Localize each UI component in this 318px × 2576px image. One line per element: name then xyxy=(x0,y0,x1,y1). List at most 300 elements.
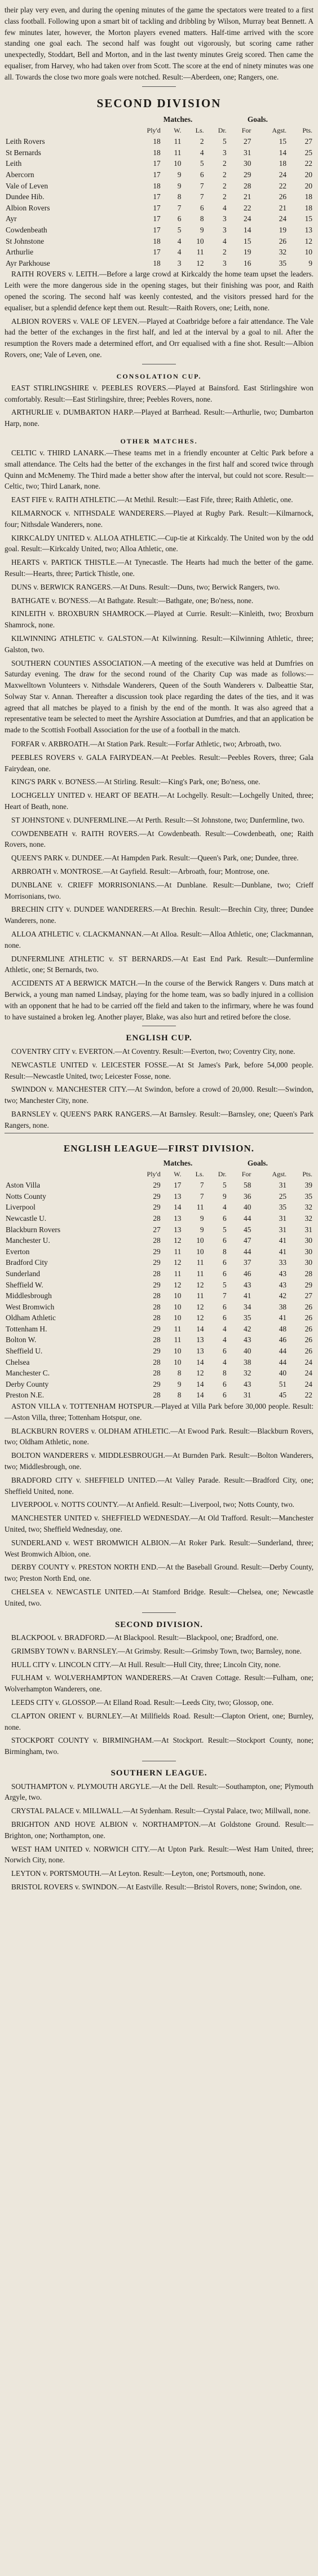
table-cell: 13 xyxy=(174,1192,182,1201)
table-cell: 7 xyxy=(200,1181,204,1190)
match-report: BATHGATE v. BO'NESS.—At Bathgate. Result:—Bathgate, one; Bo'ness, none. xyxy=(11,596,254,605)
table-cell: 44 xyxy=(279,1357,287,1366)
table-cell: 28 xyxy=(244,181,251,190)
table-cell: 28 xyxy=(153,1335,161,1344)
table-subheads xyxy=(5,1169,313,1180)
table-cell: 6 xyxy=(200,170,204,179)
match-report: EAST STIRLINGSHIRE v. PEEBLES ROVERS.—Played at Bainsford. East Stirlingshire won comfortably. Result:—East Stirlingshire, three; Peebles Rovers, none. xyxy=(5,383,313,403)
match-report: CELTIC v. THIRD LANARK.—These teams met in a friendly encounter at Celtic Park before a small attendance. The Celts had the better of the exchanges in the first half and scored twice through Quinn and McMenemy. The Third made a better show after the interval, but could not score. Result:—Celtic, two; Third Lanark, none. xyxy=(5,448,313,491)
table-cell: 18 xyxy=(153,148,161,157)
table-cell: 11 xyxy=(196,1291,204,1300)
table-row xyxy=(5,1368,313,1379)
table-cell: 11 xyxy=(196,1269,204,1278)
table-row xyxy=(5,147,313,159)
table-cell: 11 xyxy=(196,1258,204,1267)
table-cell: 46 xyxy=(279,1335,287,1344)
table-cell: 41 xyxy=(279,1313,287,1322)
table-cell: 31 xyxy=(279,1225,287,1234)
table-cell: 35 xyxy=(244,1313,251,1322)
table-cell: 38 xyxy=(244,1357,251,1366)
table-cell: 58 xyxy=(244,1181,251,1190)
table-cell: 32 xyxy=(304,1214,312,1223)
team-name: Everton xyxy=(6,1247,30,1256)
table-cell: 3 xyxy=(223,214,227,223)
table-cell: 9 xyxy=(200,226,204,235)
match-report: COWDENBEATH v. RAITH ROVERS.—At Cowdenbeath. Result:—Cowdenbeath, one; Raith Rovers, none. xyxy=(5,829,313,849)
match-report: NEWCASTLE UNITED v. LEICESTER FOSSE.—At St James's Park, before 54,000 people. Result:—Newcastle United, two; Leicester Fosse, none. xyxy=(5,1060,313,1080)
matches-head: Matches. xyxy=(163,115,193,124)
table-row xyxy=(5,158,313,169)
table-cell: 9 xyxy=(177,181,182,190)
table-cell: 14 xyxy=(174,1203,182,1212)
table-cell: 19 xyxy=(244,248,251,257)
table-cell: 29 xyxy=(153,1181,161,1190)
team-name: Blackburn Rovers xyxy=(6,1225,61,1234)
table-cell: 30 xyxy=(244,159,251,168)
table-cell: 44 xyxy=(244,1247,251,1256)
match-report: LEEDS CITY v. GLOSSOP.—At Elland Road. Result:—Leeds City, two; Glossop, one. xyxy=(11,1698,274,1707)
table-cell: 18 xyxy=(153,258,161,267)
team-name: Sunderland xyxy=(6,1269,40,1278)
second-division-heading: SECOND DIVISION xyxy=(96,96,222,110)
table-cell: 2 xyxy=(200,137,204,146)
match-report: LIVERPOOL v. NOTTS COUNTY.—At Anfield. Result:—Liverpool, two; Notts County, two. xyxy=(11,1500,294,1509)
table-cell: 37 xyxy=(244,1258,251,1267)
table-row xyxy=(5,1346,313,1357)
table-cell: 2 xyxy=(223,170,227,179)
table-cell: 17 xyxy=(153,192,161,201)
matches-head: Matches. xyxy=(163,1158,193,1167)
table-cell: 9 xyxy=(308,258,312,267)
table-column-heads xyxy=(5,1158,313,1169)
match-report: KILMARNOCK v. NITHSDALE WANDERERS.—Played at Rugby Park. Result:—Kilmarnock, four; Nithsdale Wanderers, none. xyxy=(5,508,313,529)
match-report: BRECHIN CITY v. DUNDEE WANDERERS.—At Brechin. Result:—Brechin City, three; Dundee Wanderers, none. xyxy=(5,905,313,925)
table-cell: 3 xyxy=(223,226,227,235)
table-cell: 14 xyxy=(196,1324,204,1333)
team-name: Liverpool xyxy=(6,1203,36,1212)
table-cell: 25 xyxy=(279,1192,287,1201)
newspaper-column xyxy=(5,5,313,2567)
table-cell: 28 xyxy=(153,1214,161,1223)
table-row xyxy=(5,1180,313,1191)
table-cell: 43 xyxy=(279,1269,287,1278)
table-cell: 6 xyxy=(223,1214,227,1223)
table-cell: 11 xyxy=(174,137,182,146)
match-report: PEEBLES ROVERS v. GALA FAIRYDEAN.—At Peebles. Result:—Peebles Rovers, three; Gala Fairydean, one. xyxy=(5,753,313,773)
table-row xyxy=(5,1257,313,1268)
table-row xyxy=(5,213,313,225)
team-name: Albion Rovers xyxy=(6,203,50,212)
team-name: Vale of Leven xyxy=(6,181,48,190)
table-cell: 43 xyxy=(244,1280,251,1289)
table-cell: 13 xyxy=(174,1225,182,1234)
table-cell: 17 xyxy=(153,159,161,168)
team-name: Ayr xyxy=(6,214,17,223)
table-cell: 4 xyxy=(200,148,204,157)
match-report: QUEEN'S PARK v. DUNDEE.—At Hampden Park. Result:—Queen's Park, one; Dundee, three. xyxy=(11,854,299,863)
table-cell: 14 xyxy=(244,226,251,235)
match-report: MANCHESTER UNITED v. SHEFFIELD WEDNESDAY.—At Old Trafford. Result:—Manchester United, two; Sheffield Wednesday, one. xyxy=(5,1514,313,1534)
team-name: Derby County xyxy=(6,1379,49,1388)
table-row xyxy=(5,1357,313,1368)
table-cell: 7 xyxy=(177,203,182,212)
table-cell: 15 xyxy=(244,236,251,245)
table-cell: 2 xyxy=(223,181,227,190)
table-cell: 11 xyxy=(196,248,204,257)
first-division-results xyxy=(5,1401,313,1609)
table-cell: 28 xyxy=(153,1236,161,1245)
match-report: BLACKBURN ROVERS v. OLDHAM ATHLETIC.—At Ewood Park. Result:—Blackburn Rovers, two; Oldham Athletic, none. xyxy=(5,1426,313,1447)
table-cell: 43 xyxy=(244,1379,251,1388)
match-report: KING'S PARK v. BO'NESS.—At Stirling. Result:—King's Park, one; Bo'ness, one. xyxy=(11,777,260,786)
match-report: DUNS v. BERWICK RANGERS.—At Duns. Result:—Duns, two; Berwick Rangers, two. xyxy=(11,582,280,591)
match-report: ASTON VILLA v. TOTTENHAM HOTSPUR.—Played at Villa Park before 30,000 people. Result:—Aston Villa, three; Tottenham Hotspur, one. xyxy=(5,1402,313,1422)
table-cell: 32 xyxy=(244,1369,251,1378)
team-name: Dundee Hib. xyxy=(6,192,45,201)
table-cell: 12 xyxy=(304,236,312,245)
table-cell: 14 xyxy=(196,1379,204,1388)
table-cell: 13 xyxy=(196,1347,204,1356)
table-cell: 12 xyxy=(196,258,204,267)
team-name: Preston N.E. xyxy=(6,1391,45,1400)
table-cell: 4 xyxy=(223,1335,227,1344)
team-name: Manchester C. xyxy=(6,1369,50,1378)
table-cell: 26 xyxy=(304,1324,312,1333)
table-cell: 16 xyxy=(244,258,251,267)
table-cell: 11 xyxy=(174,1247,182,1256)
table-row xyxy=(5,247,313,258)
table-row xyxy=(5,1324,313,1335)
table-cell: 18 xyxy=(279,159,287,168)
team-name: Leith Rovers xyxy=(6,137,45,146)
table-cell: 5 xyxy=(223,1225,227,1234)
column-subhead: Ls. xyxy=(195,126,204,134)
table-row xyxy=(5,225,313,236)
after-second-division xyxy=(5,269,313,360)
table-cell: 20 xyxy=(304,170,312,179)
match-report: LEYTON v. PORTSMOUTH.—At Leyton. Result:—Leyton, one; Portsmouth, none. xyxy=(11,1869,266,1878)
table-cell: 26 xyxy=(304,1347,312,1356)
table-cell: 7 xyxy=(223,1291,227,1300)
team-name: St Johnstone xyxy=(6,236,45,245)
table-row xyxy=(5,1379,313,1390)
team-name: Manchester U. xyxy=(6,1236,50,1245)
table-cell: 12 xyxy=(174,1236,182,1245)
table-cell: 22 xyxy=(279,181,287,190)
match-report: HULL CITY v. LINCOLN CITY.—At Hull. Result:—Hull City, three; Lincoln City, none. xyxy=(11,1660,281,1669)
table-cell: 45 xyxy=(244,1225,251,1234)
table-cell: 18 xyxy=(304,203,312,212)
table-cell: 17 xyxy=(153,170,161,179)
table-row xyxy=(5,1312,313,1324)
table-cell: 31 xyxy=(304,1225,312,1234)
table-cell: 9 xyxy=(200,1225,204,1234)
table-cell: 31 xyxy=(279,1214,287,1223)
table-cell: 24 xyxy=(244,214,251,223)
table-cell: 5 xyxy=(223,1280,227,1289)
table-cell: 31 xyxy=(279,1181,287,1190)
table-cell: 28 xyxy=(153,1291,161,1300)
table-cell: 29 xyxy=(244,170,251,179)
column-subhead: Pts. xyxy=(302,126,312,134)
table-cell: 28 xyxy=(153,1269,161,1278)
table-cell: 10 xyxy=(174,1313,182,1322)
table-cell: 12 xyxy=(196,1313,204,1322)
table-cell: 17 xyxy=(153,214,161,223)
team-name: Cowdenbeath xyxy=(6,226,47,235)
other-matches-heading: OTHER MATCHES. xyxy=(120,437,198,445)
table-subheads xyxy=(5,125,313,137)
table-cell: 12 xyxy=(196,1280,204,1289)
table-cell: 6 xyxy=(223,1236,227,1245)
table-cell: 36 xyxy=(244,1192,251,1201)
first-division-table xyxy=(5,1158,313,1401)
match-report: SUNDERLAND v. WEST BROMWICH ALBION.—At Roker Park. Result:—Sunderland, three; West Bromwich Albion, one. xyxy=(5,1538,313,1558)
divider xyxy=(142,1612,176,1613)
other-matches-results xyxy=(5,447,313,656)
table-cell: 41 xyxy=(279,1247,287,1256)
team-name: Oldham Athletic xyxy=(6,1313,56,1322)
team-name: Abercorn xyxy=(6,170,34,179)
team-name: Ayr Parkhouse xyxy=(6,258,50,267)
table-cell: 28 xyxy=(153,1313,161,1322)
table-row xyxy=(5,1235,313,1246)
table-cell: 26 xyxy=(279,192,287,201)
table-cell: 30 xyxy=(304,1258,312,1267)
table-cell: 29 xyxy=(153,1247,161,1256)
table-cell: 9 xyxy=(177,1379,182,1388)
goals-head: Goals. xyxy=(247,1158,268,1167)
table-cell: 29 xyxy=(153,1280,161,1289)
column-subhead: Pts. xyxy=(302,1170,312,1178)
table-cell: 44 xyxy=(244,1214,251,1223)
team-name: Middlesbrough xyxy=(6,1291,52,1300)
match-report: KINLEITH v. BROXBURN SHAMROCK.—Played at Currie. Result:—Kinleith, two; Broxburn Shamrock, none. xyxy=(5,609,313,630)
table-cell: 18 xyxy=(304,192,312,201)
table-cell: 40 xyxy=(244,1203,251,1212)
table-cell: 10 xyxy=(196,1247,204,1256)
table-cell: 35 xyxy=(279,1203,287,1212)
table-cell: 11 xyxy=(174,1269,182,1278)
table-cell: 11 xyxy=(174,1324,182,1333)
match-report: BOLTON WANDERERS v. MIDDLESBROUGH.—At Burnden Park. Result:—Bolton Wanderers, two; Middlesbrough, one. xyxy=(5,1451,313,1471)
table-cell: 11 xyxy=(196,1203,204,1212)
table-cell: 3 xyxy=(177,258,182,267)
match-report: SWINDON v. MANCHESTER CITY.—At Swindon, before a crowd of 20,000. Result:—Swindon, two; Manchester City, none. xyxy=(5,1085,313,1105)
table-cell: 12 xyxy=(196,1302,204,1311)
table-cell: 22 xyxy=(244,203,251,212)
table-cell: 15 xyxy=(304,214,312,223)
table-cell: 24 xyxy=(304,1369,312,1378)
table-cell: 18 xyxy=(153,137,161,146)
table-cell: 4 xyxy=(177,248,182,257)
table-cell: 18 xyxy=(153,181,161,190)
table-cell: 40 xyxy=(279,1369,287,1378)
team-name: West Bromwich xyxy=(6,1302,55,1311)
table-cell: 29 xyxy=(153,1324,161,1333)
table-cell: 28 xyxy=(304,1269,312,1278)
table-cell: 29 xyxy=(153,1192,161,1201)
table-cell: 40 xyxy=(244,1347,251,1356)
column-subhead: Ply'd xyxy=(147,126,161,134)
table-cell: 29 xyxy=(153,1258,161,1267)
table-row xyxy=(5,181,313,192)
table-cell: 47 xyxy=(244,1236,251,1245)
match-report: RAITH ROVERS v. LEITH.—Before a large crowd at Kirkcaldy the home team upset the leaders. Leith were the more dangerous side in the opening stages, but their finishing was poor, and Raith opened the scoring. The second half was keenly contested, and the visitors pressed hard for the equaliser, but a splendid defence kept them out. Result:—Raith Rovers, one; Leith, none. xyxy=(5,270,313,312)
table-cell: 12 xyxy=(174,1258,182,1267)
match-report: ALLOA ATHLETIC v. CLACKMANNAN.—At Alloa. Result:—Alloa Athletic, one; Clackmannan, none. xyxy=(5,930,313,949)
table-cell: 29 xyxy=(153,1203,161,1212)
table-cell: 8 xyxy=(200,214,204,223)
table-cell: 10 xyxy=(196,236,204,245)
table-cell: 7 xyxy=(200,1192,204,1201)
table-cell: 35 xyxy=(304,1192,312,1201)
table-cell: 17 xyxy=(174,1181,182,1190)
table-cell: 4 xyxy=(177,236,182,245)
table-cell: 35 xyxy=(279,258,287,267)
table-cell: 5 xyxy=(177,226,182,235)
table-cell: 8 xyxy=(223,1247,227,1256)
match-report: DUNBLANE v. CRIEFF MORRISONIANS.—At Dunblane. Result:—Dunblane, two; Crieff Morrisonians, two. xyxy=(5,880,313,900)
table-row xyxy=(5,203,313,214)
table-row xyxy=(5,1302,313,1313)
table-cell: 24 xyxy=(304,1379,312,1388)
table-cell: 14 xyxy=(196,1357,204,1366)
second-division-results xyxy=(5,1632,313,1757)
team-name: Bolton W. xyxy=(6,1335,37,1344)
team-name: Aston Villa xyxy=(6,1181,41,1190)
table-cell: 11 xyxy=(174,148,182,157)
match-report: ALBION ROVERS v. VALE OF LEVEN.—Played at Coatbridge before a fair attendance. The Vale had the better of the exchanges in the first half, and led at the interval by a goal to nil. After the resumption the Rovers made a determined effort, and Orr equalised with a fine shot. Result:—Albion Rovers, one; Vale of Leven, one. xyxy=(5,316,313,359)
table-cell: 6 xyxy=(177,214,182,223)
column-subhead: For xyxy=(241,1170,251,1178)
table-cell: 10 xyxy=(174,1291,182,1300)
table-cell: 15 xyxy=(279,137,287,146)
table-cell: 2 xyxy=(223,248,227,257)
table-cell: 24 xyxy=(279,170,287,179)
table-row xyxy=(5,191,313,203)
english-cup-heading: ENGLISH CUP. xyxy=(126,1034,192,1043)
table-cell: 3 xyxy=(223,258,227,267)
match-report: CHELSEA v. NEWCASTLE UNITED.—At Stamford Bridge. Result:—Chelsea, one; Newcastle United, two. xyxy=(5,1588,313,1607)
team-name: Newcastle U. xyxy=(6,1214,47,1223)
team-name: Sheffield U. xyxy=(6,1347,43,1356)
column-subhead: Ls. xyxy=(195,1170,204,1178)
match-report: BRIGHTON AND HOVE ALBION v. NORTHAMPTON.—At Goldstone Ground. Result:—Brighton, one; Northampton, one. xyxy=(5,1819,313,1840)
table-cell: 26 xyxy=(304,1302,312,1311)
table-cell: 21 xyxy=(279,203,287,212)
column-subhead: W. xyxy=(174,1170,182,1178)
match-report: GRIMSBY TOWN v. BARNSLEY.—At Grimsby. Result:—Grimsby Town, two; Barnsley, none. xyxy=(11,1646,302,1655)
match-report: BRADFORD CITY v. SHEFFIELD UNITED.—At Valley Parade. Result:—Bradford City, one; Sheffield United, none. xyxy=(5,1475,313,1496)
table-cell: 20 xyxy=(304,181,312,190)
match-report: FORFAR v. ARBROATH.—At Station Park. Result:—Forfar Athletic, two; Arbroath, two. xyxy=(11,740,282,749)
table-cell: 41 xyxy=(279,1236,287,1245)
table-cell: 45 xyxy=(279,1391,287,1400)
table-cell: 10 xyxy=(304,248,312,257)
table-cell: 2 xyxy=(223,192,227,201)
table-cell: 10 xyxy=(196,1236,204,1245)
team-name: St Bernards xyxy=(6,148,41,157)
table-cell: 24 xyxy=(279,214,287,223)
divider xyxy=(142,86,176,87)
table-cell: 27 xyxy=(244,137,251,146)
table-cell: 4 xyxy=(223,1357,227,1366)
table-cell: 17 xyxy=(153,203,161,212)
table-cell: 24 xyxy=(304,1357,312,1366)
team-name: Notts County xyxy=(6,1192,46,1201)
table-cell: 10 xyxy=(174,159,182,168)
table-row xyxy=(5,1290,313,1302)
consolation-cup-heading: CONSOLATION CUP. xyxy=(116,372,202,380)
table-cell: 4 xyxy=(223,1324,227,1333)
match-report: ARBROATH v. MONTROSE.—At Gayfield. Result:—Arbroath, four; Montrose, one. xyxy=(11,867,270,876)
table-cell: 6 xyxy=(223,1269,227,1278)
column-subhead: Agst. xyxy=(272,1170,287,1178)
table-cell: 28 xyxy=(153,1357,161,1366)
table-cell: 28 xyxy=(153,1302,161,1311)
table-cell: 13 xyxy=(304,226,312,235)
table-cell: 39 xyxy=(304,1181,312,1190)
table-cell: 48 xyxy=(279,1324,287,1333)
table-row xyxy=(5,1246,313,1258)
table-row xyxy=(5,136,313,147)
table-row xyxy=(5,1213,313,1224)
match-report: ARTHURLIE v. DUMBARTON HARP.—Played at Barrhead. Result:—Arthurlie, two; Dumbarton Harp, none. xyxy=(5,408,313,428)
match-report: CRYSTAL PALACE v. MILLWALL.—At Sydenham. Result:—Crystal Palace, two; Millwall, none. xyxy=(11,1806,311,1815)
table-cell: 14 xyxy=(279,148,287,157)
table-row xyxy=(5,258,313,269)
table-cell: 3 xyxy=(223,148,227,157)
table-cell: 5 xyxy=(223,1181,227,1190)
match-report: CLAPTON ORIENT v. BURNLEY.—At Millfields Road. Result:—Clapton Orient, one; Burnley, none. xyxy=(5,1711,313,1731)
table-cell: 5 xyxy=(200,159,204,168)
table-cell: 30 xyxy=(304,1236,312,1245)
match-report: SOUTHAMPTON v. PLYMOUTH ARGYLE.—At the Dell. Result:—Southampton, one; Plymouth Argyle, two. xyxy=(5,1782,313,1802)
table-cell: 22 xyxy=(304,1391,312,1400)
table-row xyxy=(5,1280,313,1291)
table-cell: 33 xyxy=(279,1258,287,1267)
table-cell: 17 xyxy=(153,248,161,257)
association-paragraph: SOUTHERN COUNTIES ASSOCIATION.—A meeting of the executive was held at Dumfries on Saturday evening. The draw for the second round of the Charity Cup was made as follows:—Maxwelltown Volunteers v. Nithsdale Wanderers, Queen of the South Wanderers v. Dalbeattie Star, Solway Star v. Annan. Thereafter a discussion took place regarding the dates of the ties, and it was agreed that all matches be played to a finish by the end of the month. It was also agreed that a representative team be selected to meet the Ayrshire Association at Dumfries, and that an application be made to the Scottish Football Association for the use of a football in the match. xyxy=(5,658,313,735)
table-cell: 10 xyxy=(174,1357,182,1366)
table-cell: 6 xyxy=(200,203,204,212)
table-row xyxy=(5,1224,313,1236)
table-cell: 41 xyxy=(244,1291,251,1300)
table-row xyxy=(5,236,313,247)
table-cell: 7 xyxy=(200,192,204,201)
table-cell: 43 xyxy=(244,1335,251,1344)
table-cell: 8 xyxy=(223,1369,227,1378)
table-cell: 21 xyxy=(244,192,251,201)
table-cell: 6 xyxy=(223,1258,227,1267)
table-cell: 14 xyxy=(196,1391,204,1400)
table-cell: 31 xyxy=(244,148,251,157)
table-cell: 34 xyxy=(244,1302,251,1311)
intro-paragraph: their play very even, and during the opening minutes of the game the spectators were treated to a first class football. Following upon a smart bit of tackling and dribbling by Wilson, Murray beat Bennett. A few minutes later, however, the Morton players evened matters. Half-time arrived with the score standing one goal each. The second half was fought out vigorously, but scoring came rather unexpectedly, Stoddart, Bell and Morton, and in the last twenty minutes Greig scored. Then came the equaliser, from Harvey, who had taken over from Scott. The score at the end of ninety minutes was one all. Towards the close two more goals were notched. Result:—Aberdeen, one; Rangers, one. xyxy=(5,6,313,81)
table-cell: 13 xyxy=(174,1214,182,1223)
table-cell: 28 xyxy=(153,1369,161,1378)
table-cell: 32 xyxy=(279,248,287,257)
goals-head: Goals. xyxy=(247,115,268,124)
table-cell: 18 xyxy=(153,236,161,245)
match-report: WEST HAM UNITED v. NORWICH CITY.—At Upton Park. Result:—West Ham United, three; Norwich City, none. xyxy=(5,1844,313,1865)
table-cell: 12 xyxy=(174,1280,182,1289)
column-subhead: For xyxy=(241,126,251,134)
table-cell: 44 xyxy=(279,1347,287,1356)
table-cell: 51 xyxy=(279,1379,287,1388)
table-cell: 4 xyxy=(223,236,227,245)
